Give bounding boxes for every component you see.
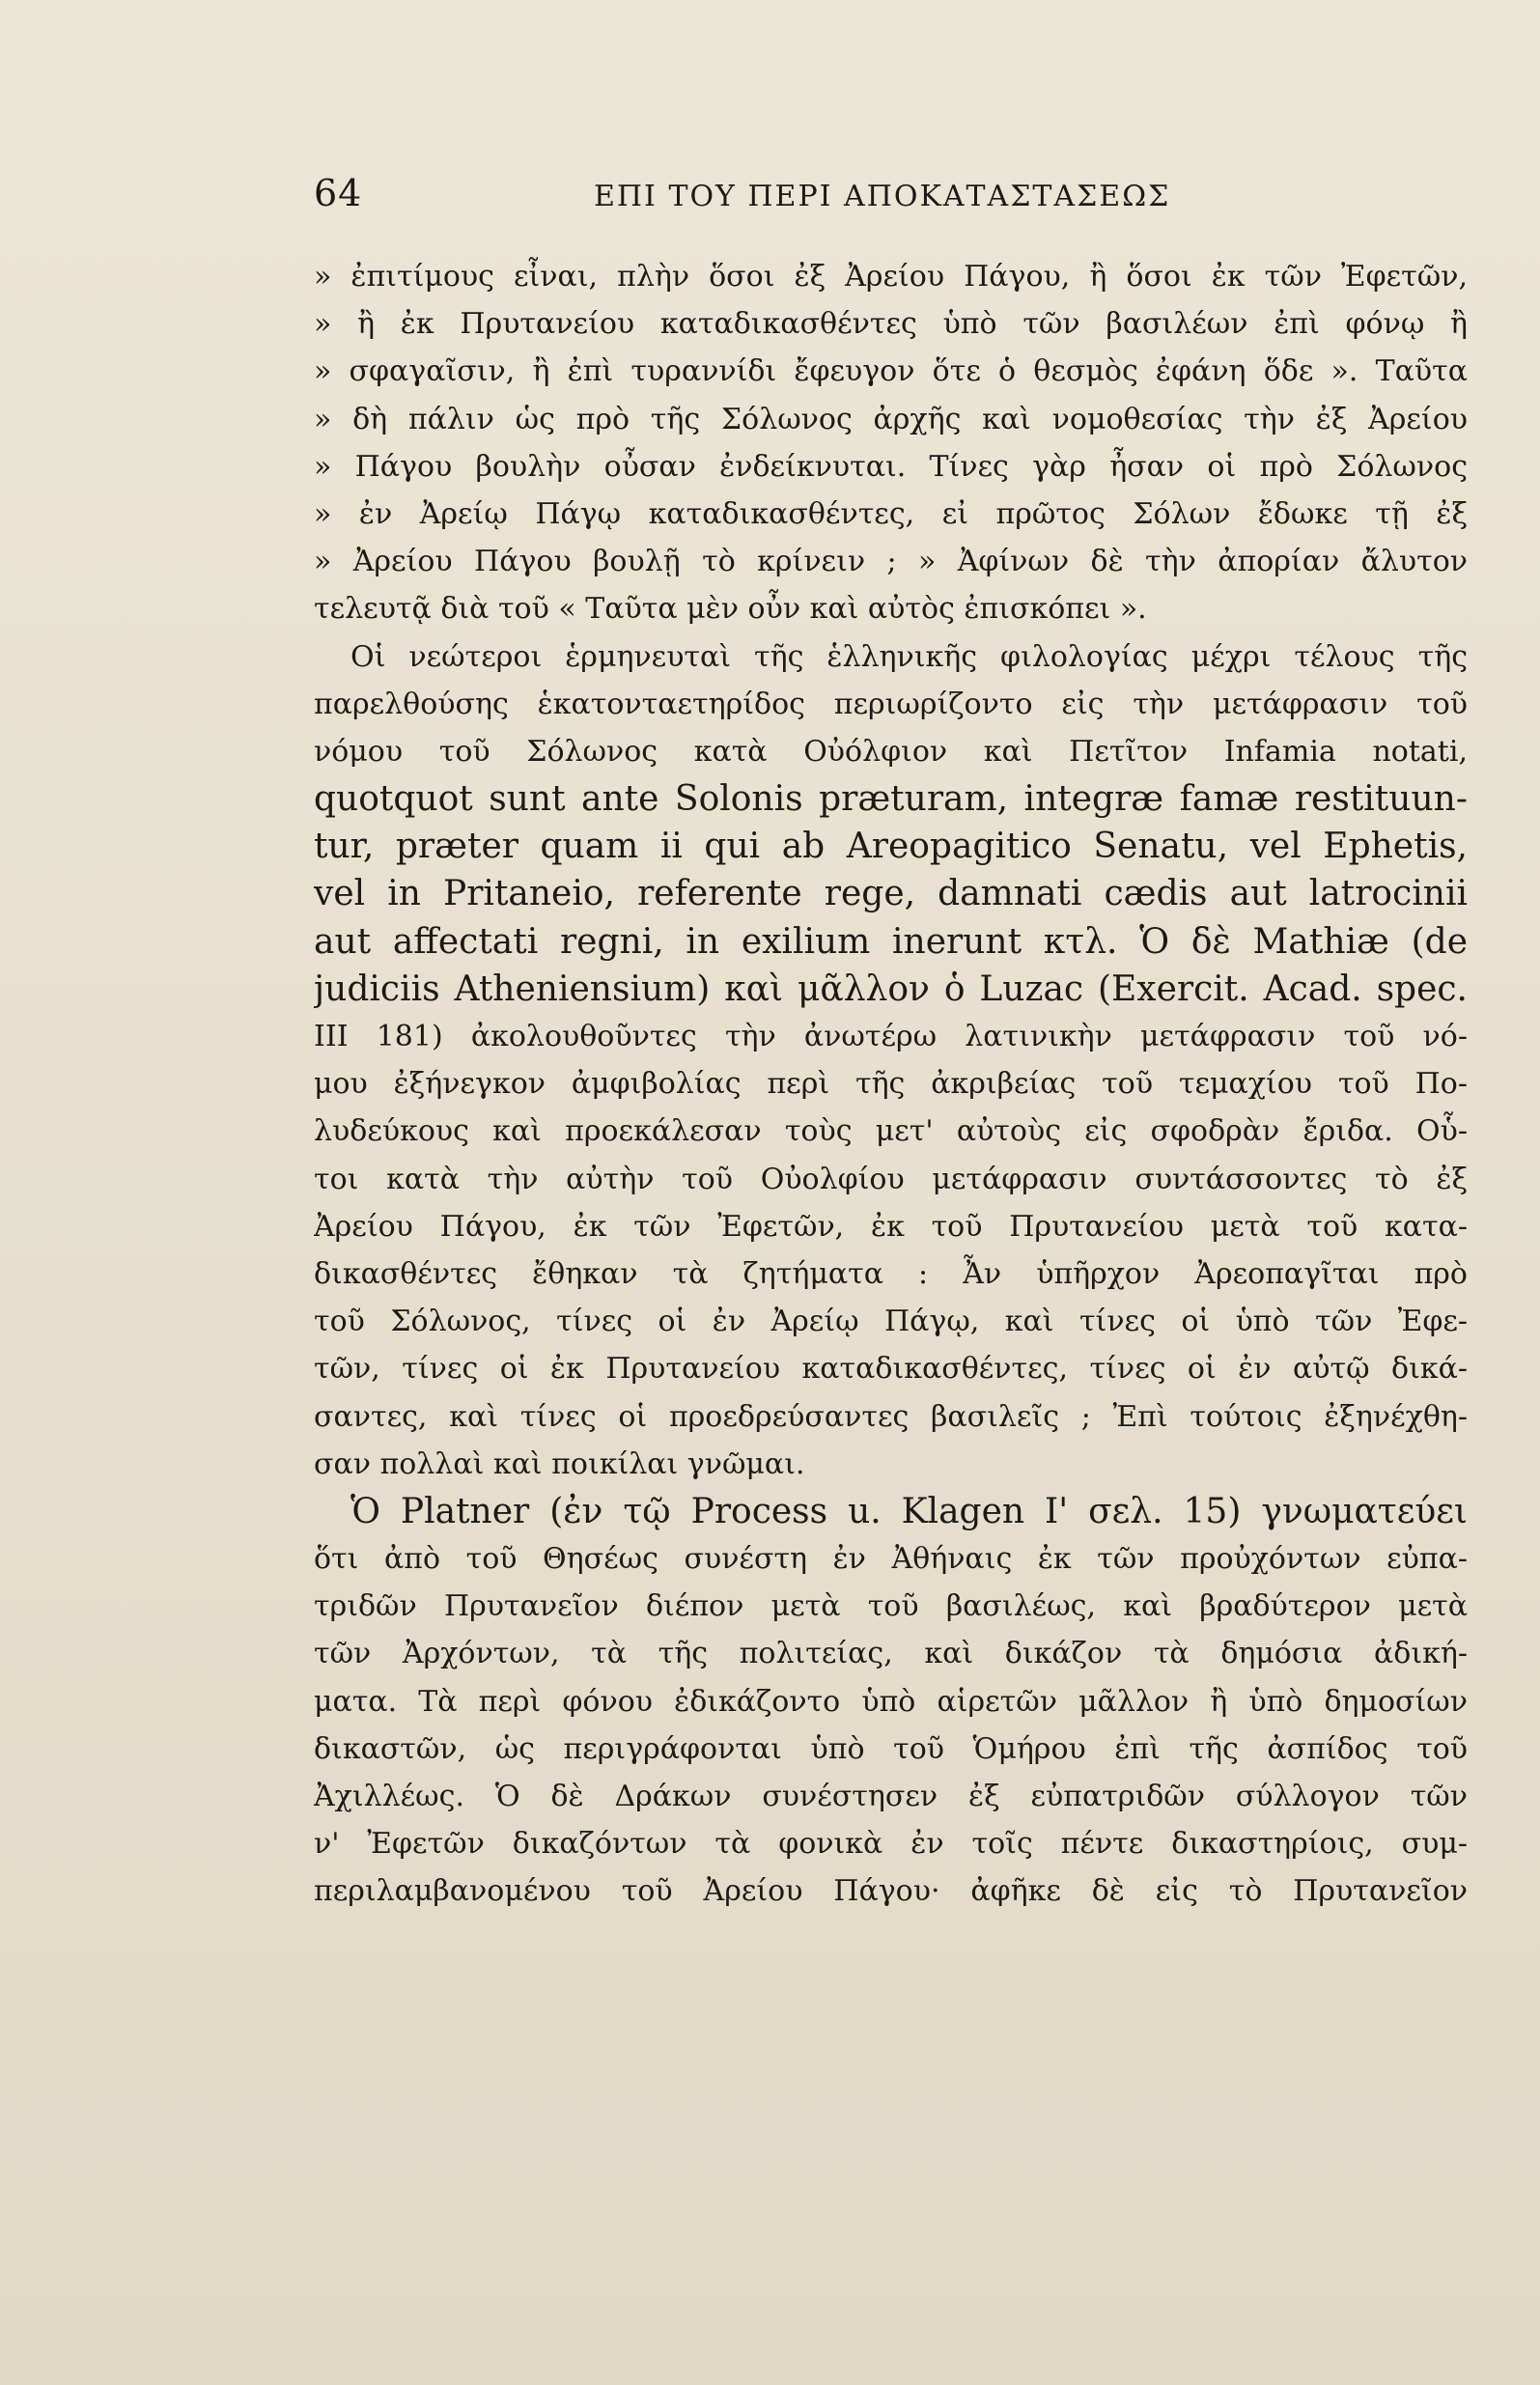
text-line: Ἀχιλλέως. Ὁ δὲ Δράκων συνέστησεν ἐξ εὐπατριδῶν σύλλογον τῶν [314, 1780, 1468, 1813]
text-line: τοῦ Σόλωνος, τίνες οἱ ἐν Ἀρείῳ Πάγῳ, καὶ τίνες οἱ ὑπὸ τῶν Ἐφε- [314, 1305, 1468, 1339]
text-line: vel in Pritaneio, referente rege, damnati cædis aut latrocinii [314, 874, 1468, 914]
text-line: μου ἐξήνεγκον ἀμφιβολίας περὶ τῆς ἀκριβείας τοῦ τεμαχίου τοῦ Πο- [314, 1067, 1468, 1102]
text-line: » δὴ πάλιν ὡς πρὸ τῆς Σόλωνος ἀρχῆς καὶ νομοθεσίας τὴν ἐξ Ἀρείου [314, 402, 1468, 436]
text-line: tur, præter quam ii qui ab Areopagitico Senatu, vel Ephetis, [314, 827, 1468, 867]
text-line: σαν πολλαὶ καὶ ποικίλαι γνῶμαι. [314, 1446, 805, 1481]
text-line: λυδεύκους καὶ προεκάλεσαν τοὺς μετ' αὐτοὺς εἰς σφοδρὰν ἔριδα. Οὗ- [314, 1114, 1468, 1149]
text-line: νόμου τοῦ Σόλωνος κατὰ Οὐόλφιον καὶ Πετῖτον Infamia notati, [314, 734, 1468, 769]
text-line: τῶν, τίνες οἱ ἐκ Πρυτανείου καταδικασθέντες, τίνες οἱ ἐν αὐτῷ δικά- [314, 1352, 1468, 1387]
text-line: » ἐπιτίμους εἶναι, πλὴν ὅσοι ἐξ Ἀρείου Πάγου, ἢ ὅσοι ἐκ τῶν Ἐφετῶν, [314, 260, 1468, 294]
text-line: III 181) ἀκολουθοῦντες τὴν ἀνωτέρω λατινικὴν μετάφρασιν τοῦ νό- [314, 1020, 1468, 1053]
text-line: Οἱ νεώτεροι ἑρμηνευταὶ τῆς ἑλληνικῆς φιλολογίας μέχρι τέλους τῆς [350, 639, 1468, 674]
text-line: τριδῶν Πρυτανεῖον διέπον μετὰ τοῦ βασιλέως, καὶ βραδύτερον μετὰ [314, 1589, 1468, 1624]
text-line: Ἀρείου Πάγου, ἐκ τῶν Ἐφετῶν, ἐκ τοῦ Πρυτανείου μετὰ τοῦ κατα- [314, 1209, 1468, 1244]
text-line: » ἢ ἐκ Πρυτανείου καταδικασθέντες ὑπὸ τῶν βασιλέων ἐπὶ φόνῳ ἢ [314, 307, 1468, 342]
text-line: » Ἀρείου Πάγου βουλῇ τὸ κρίνειν ; » Ἀφίνων δὲ τὴν ἀπορίαν ἄλυτον [314, 545, 1468, 579]
text-line: τοι κατὰ τὴν αὐτὴν τοῦ Οὐολφίου μετάφρασιν συντάσσοντες τὸ ἐξ [314, 1162, 1468, 1196]
page-body [314, 253, 1468, 1916]
text-line: σαντες, καὶ τίνες οἱ προεδρεύσαντες βασιλεῖς ; Ἐπὶ τούτοις ἐξηνέχθη- [314, 1399, 1468, 1434]
text-line: περιλαμβανομένου τοῦ Ἀρείου Πάγου· ἀφῆκε δὲ εἰς τὸ Πρυτανεῖον [314, 1874, 1468, 1909]
text-line: » σφαγαῖσιν, ἢ ἐπὶ τυραννίδι ἔφευγον ὅτε ὁ θεσμὸς ἐφάνη ὅδε ». Ταῦτα [314, 354, 1468, 389]
text-line: Ὁ Platner (ἐν τῷ Process u. Klagen I' σελ. 15) γνωματεύει [350, 1491, 1468, 1531]
text-line: aut affectati regni, in exilium inerunt κτλ. Ὁ δὲ Mathiæ (de [314, 921, 1468, 962]
text-line: τελευτᾷ διὰ τοῦ « Ταῦτα μὲν οὖν καὶ αὐτὸς ἐπισκόπει ». [314, 592, 1147, 627]
text-line: » ἐν Ἀρείῳ Πάγῳ καταδικασθέντες, εἰ πρῶτος Σόλων ἔδωκε τῇ ἐξ [314, 496, 1468, 531]
text-line: quotquot sunt ante Solonis præturam, integræ famæ restituun- [314, 779, 1468, 820]
page-number: 64 [314, 172, 363, 214]
text-line: δικασθέντες ἔθηκαν τὰ ζητήματα : Ἆν ὑπῆρχον Ἀρεοπαγῖται πρὸ [314, 1256, 1468, 1291]
page-header [314, 172, 1468, 230]
running-head: ΕΠΙ ΤΟΥ ΠΕΡΙ ΑΠΟΚΑΤΑΣΤΑΣΕΩΣ [594, 180, 1171, 213]
text-line: ν' Ἐφετῶν δικαζόντων τὰ φονικὰ ἐν τοῖς πέντε δικαστηρίοις, συμ- [314, 1827, 1468, 1862]
text-line: δικαστῶν, ὡς περιγράφονται ὑπὸ τοῦ Ὁμήρου ἐπὶ τῆς ἀσπίδος τοῦ [314, 1731, 1468, 1766]
text-line: τῶν Ἀρχόντων, τὰ τῆς πολιτείας, καὶ δικάζον τὰ δημόσια ἀδική- [314, 1637, 1468, 1671]
text-line: ὅτι ἀπὸ τοῦ Θησέως συνέστη ἐν Ἀθήναις ἐκ τῶν προὐχόντων εὐπα- [314, 1542, 1468, 1577]
text-line: παρελθούσης ἑκατονταετηρίδος περιωρίζοντο εἰς τὴν μετάφρασιν τοῦ [314, 687, 1468, 721]
text-line: ματα. Τὰ περὶ φόνου ἐδικάζοντο ὑπὸ αἱρετῶν μᾶλλον ἢ ὑπὸ δημοσίων [314, 1684, 1468, 1719]
text-line: » Πάγου βουλὴν οὖσαν ἐνδείκνυται. Τίνες γὰρ ἦσαν οἱ πρὸ Σόλωνος [314, 449, 1468, 484]
text-line: judiciis Atheniensium) καὶ μᾶλλον ὁ Luzac (Exercit. Acad. spec. [314, 968, 1468, 1009]
